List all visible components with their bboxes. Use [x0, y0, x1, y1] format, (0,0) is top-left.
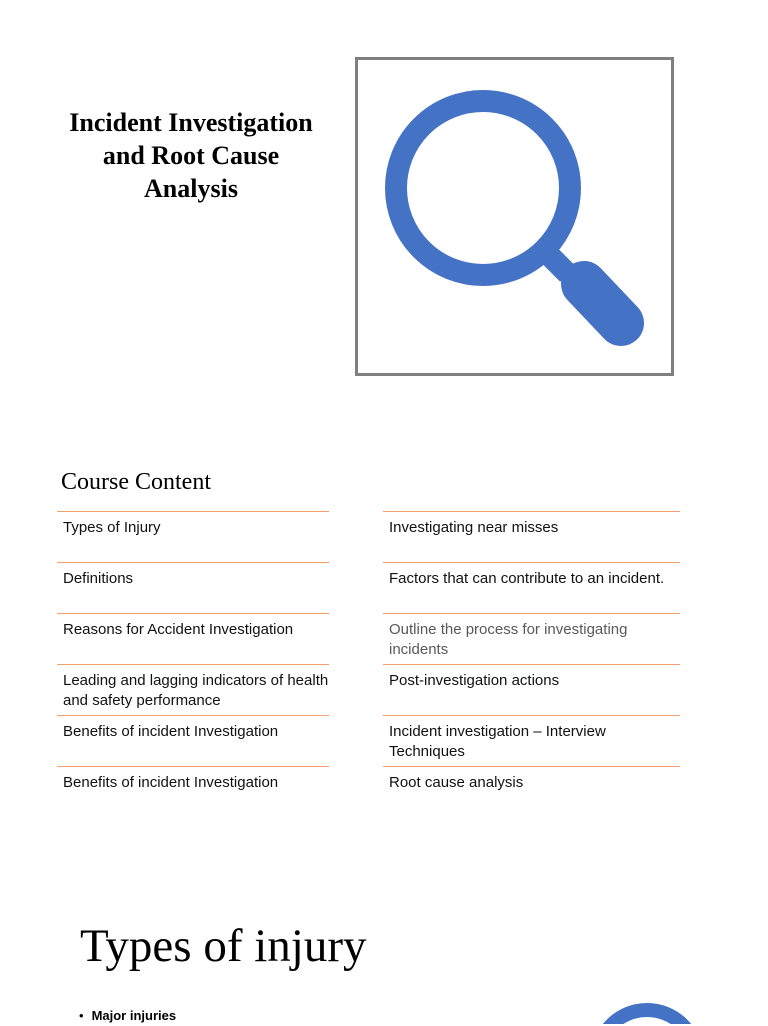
- presentation-title: Incident Investigation and Root Cause Analysis: [69, 108, 313, 203]
- course-item: Investigating near misses: [383, 511, 680, 562]
- magnifying-glass-icon: [590, 1000, 710, 1024]
- course-item: Root cause analysis: [383, 766, 680, 817]
- course-item: Leading and lagging indicators of health and safety performance: [57, 664, 329, 715]
- course-item: Benefits of incident Investigation: [57, 766, 329, 817]
- section-title: Types of injury: [80, 920, 367, 972]
- course-item: Factors that can contribute to an incident.: [383, 562, 680, 613]
- course-item: Post-investigation actions: [383, 664, 680, 715]
- course-content-left-column: [57, 511, 329, 817]
- bullet-text: Major injuries: [91, 1008, 177, 1023]
- course-item: Outline the process for investigating incidents: [383, 613, 680, 664]
- bullet-item: [79, 1006, 176, 1026]
- magnifying-glass-icon: [358, 60, 671, 373]
- course-item: Types of Injury: [57, 511, 329, 562]
- bullet-icon: •: [79, 1008, 84, 1023]
- course-content-right-column: [383, 511, 680, 817]
- course-item: Benefits of incident Investigation: [57, 715, 329, 766]
- icon-frame: [355, 57, 674, 376]
- course-item: Definitions: [57, 562, 329, 613]
- course-content-heading: Course Content: [61, 469, 211, 495]
- course-item: Reasons for Accident Investigation: [57, 613, 329, 664]
- course-item: Incident investigation – Interview Techniques: [383, 715, 680, 766]
